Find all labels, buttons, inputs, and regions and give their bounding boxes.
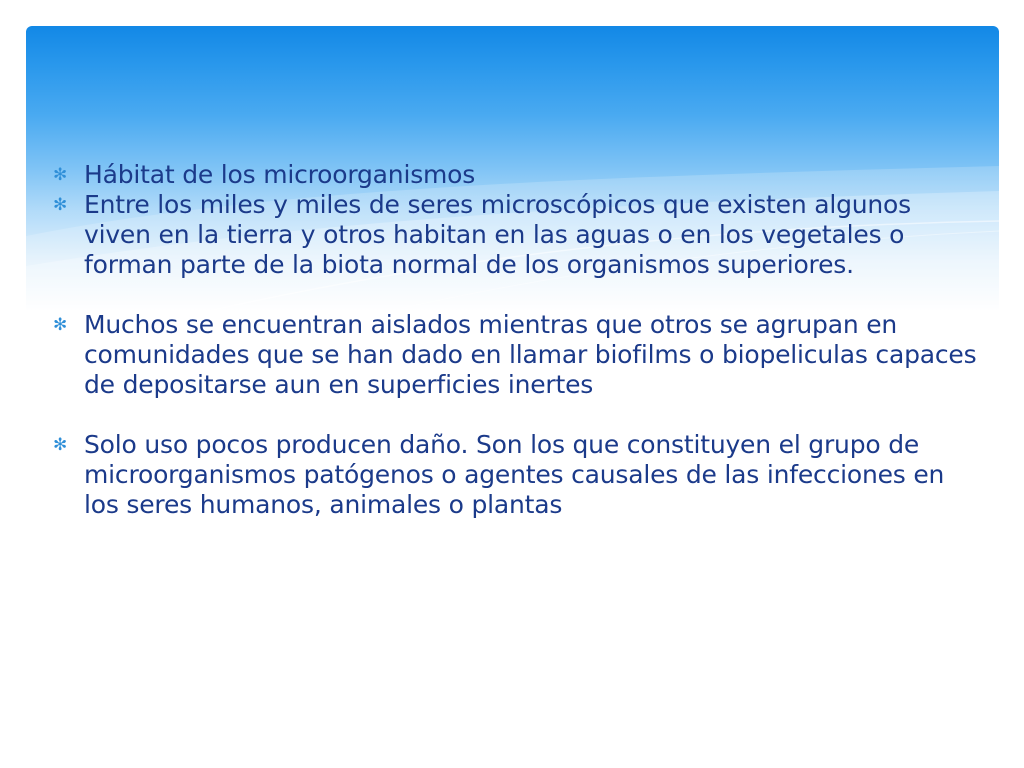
asterisk-bullet-icon: ✻ [52, 195, 68, 215]
bullet-item-biofilms [52, 310, 982, 400]
bullet-text: Entre los miles y miles de seres microscópicos que existen algunos viven en la tierra y otros habitan en las aguas o en los vegetales o forman parte de la biota normal de los organismos superiores. [84, 190, 911, 279]
bullet-item-pathogens [52, 430, 982, 520]
bullet-text: Hábitat de los microorganismos [84, 160, 476, 189]
bullet-text: Solo uso pocos producen daño. Son los que constituyen el grupo de microorganismos patógenos o agentes causales de las infecciones en los seres humanos, animales o plantas [84, 430, 945, 519]
asterisk-bullet-icon: ✻ [52, 435, 68, 455]
bullet-item-habitat-title [52, 160, 982, 190]
bullet-item-habitats [52, 190, 982, 280]
slide-content [52, 160, 982, 520]
asterisk-bullet-icon: ✻ [52, 315, 68, 335]
asterisk-bullet-icon: ✻ [52, 165, 68, 185]
bullet-text: Muchos se encuentran aislados mientras que otros se agrupan en comunidades que se han dado en llamar biofilms o biopeliculas capaces de depositarse aun en superficies inertes [84, 310, 977, 399]
